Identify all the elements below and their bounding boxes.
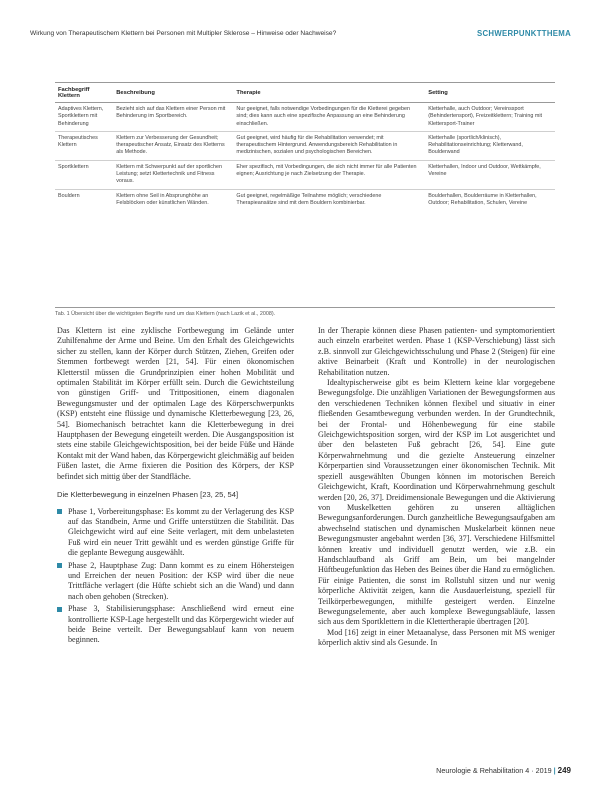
paragraph: Mod [16] zeigt in einer Metaanalyse, dass Personen mit MS weniger körperlich aktiv sind als Gesunde. In	[318, 627, 555, 648]
table-caption: Tab. 1 Übersicht über die wichtigsten Begriffe rund um das Klettern (nach Lazik et al., 2008).	[55, 311, 276, 317]
journal-name: Neurologie & Rehabilitation 4 · 2019	[436, 766, 552, 775]
paragraph: In der Therapie können diese Phasen patienten- und symptomorientiert auch einzeln erarbeitet werden. Phase 1 (KSP-Verschiebung) lässt sich z.B. sinnvoll zur Gleichgewichtsschulung und Phase 2 (Steigen) für eine aktive Beinarbeit (Kraft und Kontrolle) in der neurologischen Rehabilitation nutzen.	[318, 326, 555, 377]
square-bullet-icon	[57, 563, 62, 568]
paragraph: Idealtypischerweise gibt es beim Klettern keine klar vorgegebene Bewegungsfolge. Die unzähligen Variationen der Bewegungsformen aus den verschiedenen Techniken können flexibel und situativ in einer fließenden Gesamtbewegung verbunden werden. In der Grundtechnik, bei der Frontal- und Höhenbewegung für eine stabile Gleichgewichtsposition sorgen, wird der KSP im Lot ausgerichtet und über den belasteten Fuß gebracht [26, 54]. Eine gute Körperwahrnehmung und die gezielte Ansteuerung einzelner Körperpartien sind Voraussetzungen einer ökonomischen Technik. Mit speziell ausgewählten Übungen können im motorischen Bereich Gleichgewicht, Kraft, Koordination und Körperwahrnehmung geschult werden [20, 26, 37]. Dreidimensionale Bewegungen und die Aktivierung von Muskelketten gehören zu unseren alltäglichen Bewegungsanforderungen. Durch ganzheitliche Bewegungsaufgaben am abwechselnd statischen und dynamischen Muskelarbeit können neue Bewegungsmuster angebahnt werden [36, 37]. Verschiedene Hilfsmittel können kreativ und individuell genutzt werden, wie z.B. ein Handschlaufband als Griff am Bein, um bei mangelnder Hüftbeugefunktion das Heben des Beines über die Hand zu ermöglichen. Für einige Patienten, die sonst im Rollstuhl sitzen und nur wenig körperliche Aktivität zeigen, kann die Ausdauerleistung, speziell für Teilkörperbewegungen, mithilfe gesteigert werden. Einzelne Bewegungselemente, aber auch komplexe Bewegungsabläufe, lassen sich aus dem Sportklettern in die Klettertherapie übertragen [20].	[318, 378, 555, 627]
page-header	[30, 30, 571, 44]
table-header-cell: Beschreibung	[113, 83, 233, 103]
table-cell: Therapeutisches Klettern	[55, 131, 113, 160]
table-header-cell: Setting	[425, 83, 555, 103]
table-row	[55, 160, 555, 189]
synonym-table	[55, 82, 555, 308]
table-header-cell: Fachbegriff Klettern	[55, 83, 113, 103]
table-cell: Kletterhalle (sportlich/klinisch), Rehabilitationseinrichtung; Kletterwand, Boulderwand	[425, 131, 555, 160]
table-row	[55, 131, 555, 160]
phase-list-item	[57, 507, 294, 559]
table-cell: Nur geeignet, falls notwendige Vorbedingungen für die Kletterei gegeben sind; dies kann auch eine spezifische Anpassung an eine Behinderung einschließen.	[233, 103, 425, 132]
phase-text: Phase 1, Vorbereitungsphase: Es kommt zu der Verlagerung des KSP auf das Standbein, Arme und Griffe unterstützen die Stabilität. Das Gleichgewicht wird auf eine Seite verlagert, mit dem unbelasteten Fuß wird ein neuer Tritt gewählt und es werden günstige Griffe für die geplante Bewegung ausgewählt.	[68, 506, 294, 558]
running-title: Wirkung von Therapeutischem Klettern bei Personen mit Multipler Sklerose – Hinweise oder Nachweise?	[30, 30, 337, 37]
table-row	[55, 103, 555, 132]
table-cell: Gut geeignet, regelmäßige Teilnahme möglich; verschiedene Therapieansätze sind mit dem Bouldern kombinierbar.	[236, 192, 382, 206]
table-row	[55, 189, 555, 210]
phase-text: Phase 2, Hauptphase Zug: Dann kommt es zu einem Höhersteigen und Erreichen der neuen Position: der KSP wird über die neue Trittfläche verlagert (die Hüfte schiebt sich an die Wand) und dann nach oben gehoben (Strecken).	[68, 560, 294, 601]
table-cell: Kletterhalle, auch Outdoor; Vereinssport (Behindertensport), Freizeitklettern; Training mit Klettersport-Trainer	[425, 103, 555, 132]
table	[55, 83, 555, 210]
table-cell: Klettern mit Schwerpunkt auf der sportlichen Leistung; setzt Klettertechnik und Fitness voraus.	[113, 160, 233, 189]
table-cell: Adaptives Klettern, Sportklettern mit Behinderung	[55, 103, 113, 132]
table-cell: Bezieht sich auf das Klettern einer Person mit Behinderung im Sportbereich.	[113, 103, 233, 132]
table-cell: Boulderhallen, Boulderräume in Kletterhallen, Outdoor; Rehabilitation, Schulen, Vereine	[428, 192, 537, 206]
paragraph: Das Klettern ist eine zyklische Fortbewegung im Gelände unter Zuhilfenahme der Arme und Beine. Um den Erhalt des Gleichgewichts sicher zu stellen, kann der Körper durch Stützen, Ziehen, Greifen oder Stemmen fortbewegt werden [21, 54]. Für einen ökonomischen Kletterstil müssen die Grundprinzipien einer hohen Mobilität und optimalen Stabilität im Körper erfüllt sein. Durch die Gewichtsteilung von günstigen Griff- und Trittpositionen, einem diagonalen Bewegungsmuster und der optimalen Lage des Körperschwerpunkts (KSP) entsteht eine flüssige und dynamische Kletterbewegung [23, 26, 54]. Biomechanisch betrachtet kann die Kletterbewegung in drei Hauptphasen der Bewegung eingeteilt werden. Die Ausgangsposition ist stets eine stabile Gleichgewichtsposition, bei der beide Füße und Hände Kontakt mit der Wand haben, das Körpergewicht gleichmäßig auf beiden Füßen lastet, die Arme fixieren die Position des Körpers, der KSP befindet sich mittig über der Standfläche.	[57, 326, 294, 481]
square-bullet-icon	[57, 509, 62, 514]
table-cell: Eher spezifisch, mit Vorbedingungen, die sich nicht immer für alle Patienten eignen; Ausrichtung je nach Zielsetzung der Therapie.	[233, 160, 425, 189]
section-label: SCHWERPUNKTTHEMA	[476, 29, 571, 38]
phase-text: Phase 3, Stabilisierungsphase: Anschließend wird erneut eine kontrollierte KSP-Lage hergestellt und das Körpergewicht wieder auf beide Beine verteilt. Der Bewegungsablauf kann von neuem beginnen.	[68, 604, 294, 645]
table-header-cell: Therapie	[233, 83, 425, 103]
phase-list-item	[57, 604, 294, 646]
page-number: 249	[557, 766, 571, 775]
page-footer	[436, 766, 571, 775]
table-cell: Bouldern	[58, 192, 80, 199]
table-cell: Gut geeignet, wird häufig für die Rehabilitation verwendet; mit therapeutischem Hintergrund. Anwendungsbereich Rehabilitation in medizinischen, sozialen und psychologischen Bereichen.	[233, 131, 425, 160]
table-cell: Klettern zur Verbesserung der Gesundheit; therapeutischer Ansatz, Einsatz des Kletterns als Methode.	[113, 131, 233, 160]
table-header-row	[55, 83, 555, 103]
footer-separator: |	[553, 766, 556, 775]
table-cell: Sportklettern	[55, 160, 113, 189]
phase-list-item	[57, 561, 294, 603]
table-cell: Kletterhallen, Indoor und Outdoor, Wettkämpfe, Vereine	[425, 160, 555, 189]
subheading: Die Kletterbewegung in einzelnen Phasen [23, 25, 54]	[57, 490, 239, 500]
square-bullet-icon	[57, 607, 62, 612]
table-cell: Klettern ohne Seil in Absprunghöhe an Felsblöcken oder künstlichen Wänden.	[116, 192, 209, 206]
body-column-right	[318, 326, 555, 649]
body-column-left	[57, 326, 294, 648]
